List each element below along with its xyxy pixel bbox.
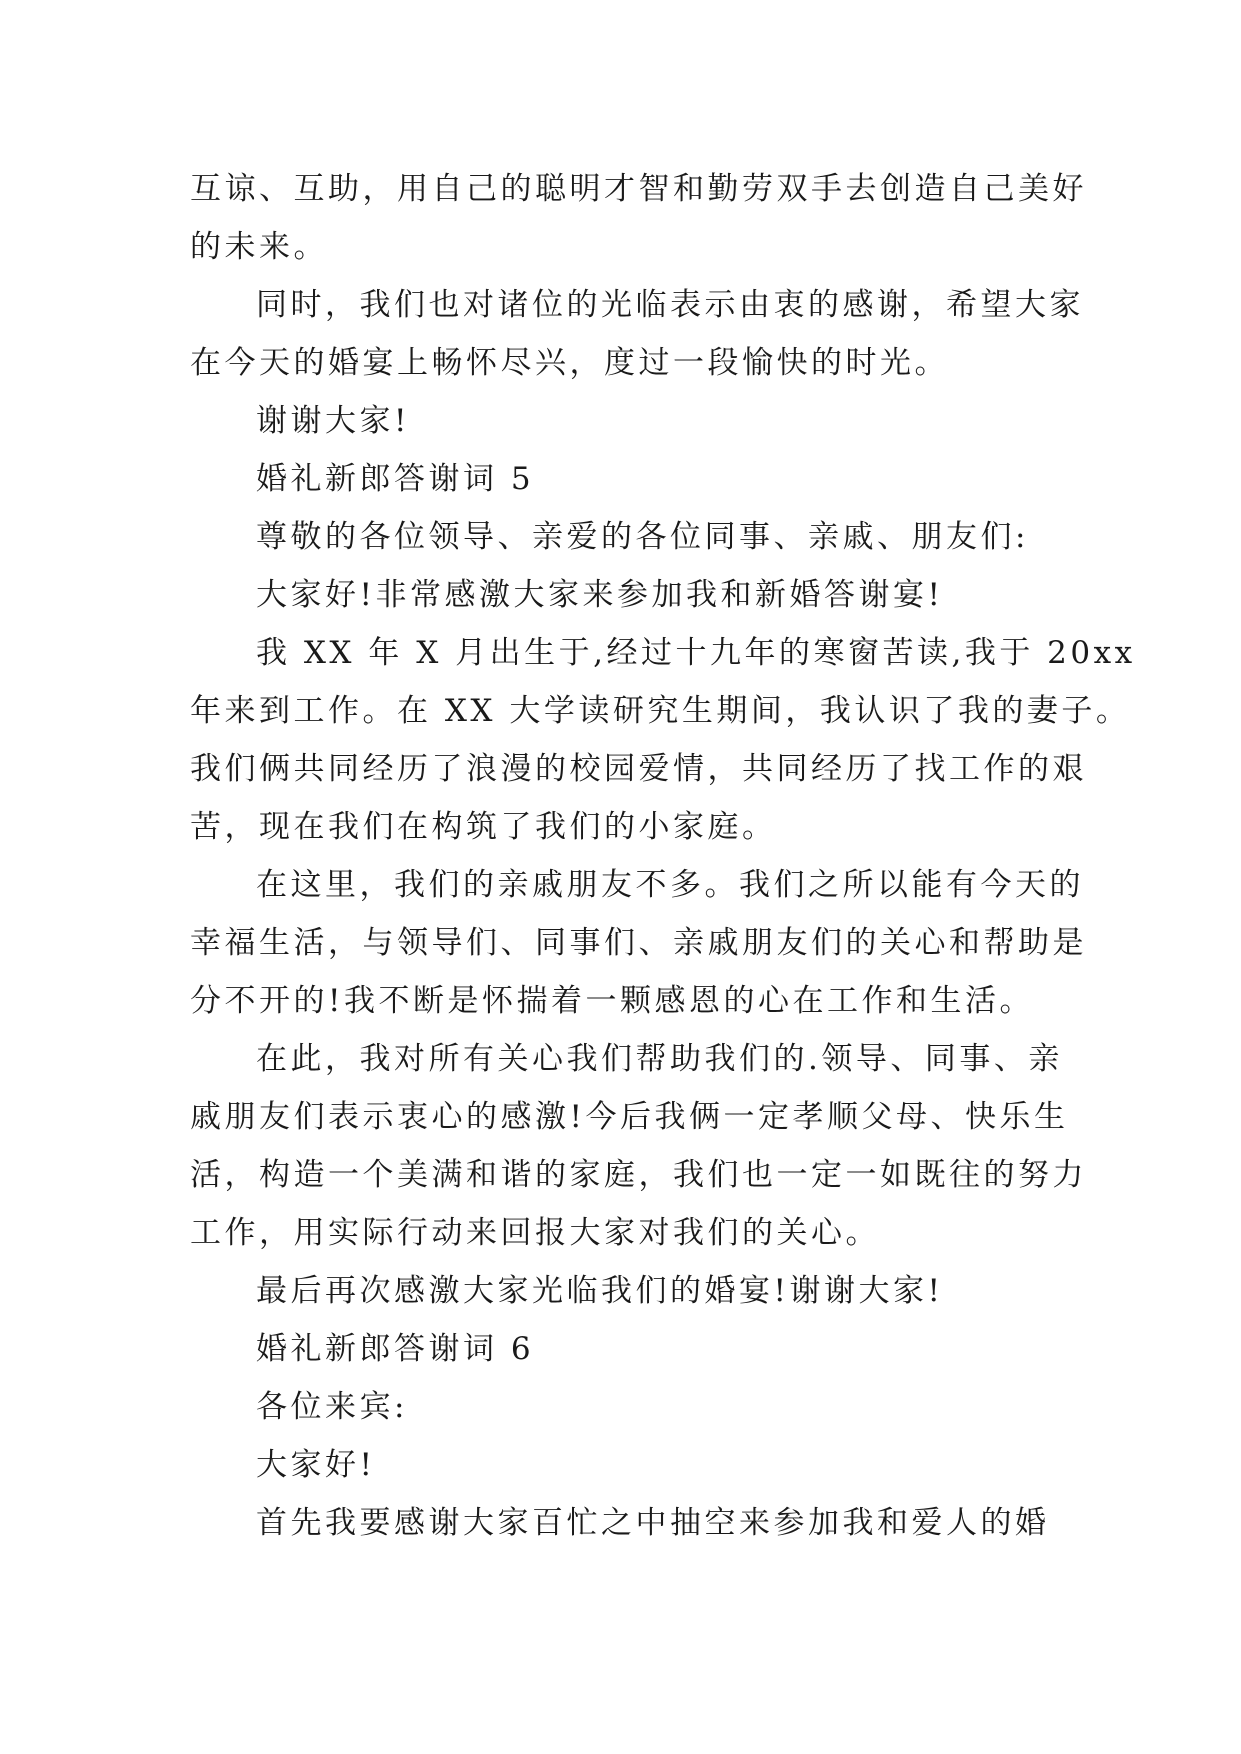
text-line: 首先我要感谢大家百忙之中抽空来参加我和爱人的婚: [256, 1505, 1050, 1541]
text-line: 活，构造一个美满和谐的家庭，我们也一定一如既往的努力: [190, 1157, 1087, 1193]
text-line: 工作，用实际行动来回报大家对我们的关心。: [190, 1215, 880, 1251]
text-line: 在今天的婚宴上畅怀尽兴，度过一段愉快的时光。: [190, 345, 949, 381]
text-line: 大家好!非常感激大家来参加我和新婚答谢宴!: [256, 577, 944, 613]
text-line: 婚礼新郎答谢词 6: [256, 1331, 535, 1367]
text-line: 分不开的!我不断是怀揣着一颗感恩的心在工作和生活。: [190, 983, 1034, 1019]
text-line: 年来到工作。在 XX 大学读研究生期间，我认识了我的妻子。: [190, 693, 1131, 729]
text-line: 大家好!: [256, 1447, 376, 1483]
text-line: 在这里，我们的亲戚朋友不多。我们之所以能有今天的: [256, 867, 1084, 903]
text-line: 互谅、互助，用自己的聪明才智和勤劳双手去创造自己美好: [190, 171, 1087, 207]
text-line: 婚礼新郎答谢词 5: [256, 461, 535, 497]
text-line: 最后再次感激大家光临我们的婚宴!谢谢大家!: [256, 1273, 944, 1309]
text-line: 尊敬的各位领导、亲爱的各位同事、亲戚、朋友们:: [256, 519, 1029, 555]
text-line: 我 XX 年 X 月出生于,经过十九年的寒窗苦读,我于 20xx: [256, 635, 1136, 671]
text-line: 各位来宾:: [256, 1389, 408, 1425]
text-line: 戚朋友们表示衷心的感激!今后我俩一定孝顺父母、快乐生: [190, 1099, 1069, 1135]
text-line: 的未来。: [190, 229, 328, 265]
text-line: 同时，我们也对诸位的光临表示由衷的感谢，希望大家: [256, 287, 1084, 323]
text-line: 幸福生活，与领导们、同事们、亲戚朋友们的关心和帮助是: [190, 925, 1087, 961]
document-body: [190, 160, 1136, 1552]
text-line: 我们俩共同经历了浪漫的校园爱情，共同经历了找工作的艰: [190, 751, 1087, 787]
text-line: 苦，现在我们在构筑了我们的小家庭。: [190, 809, 777, 845]
text-line: 在此，我对所有关心我们帮助我们的.领导、同事、亲: [256, 1041, 1063, 1077]
text-line: 谢谢大家!: [256, 403, 410, 439]
